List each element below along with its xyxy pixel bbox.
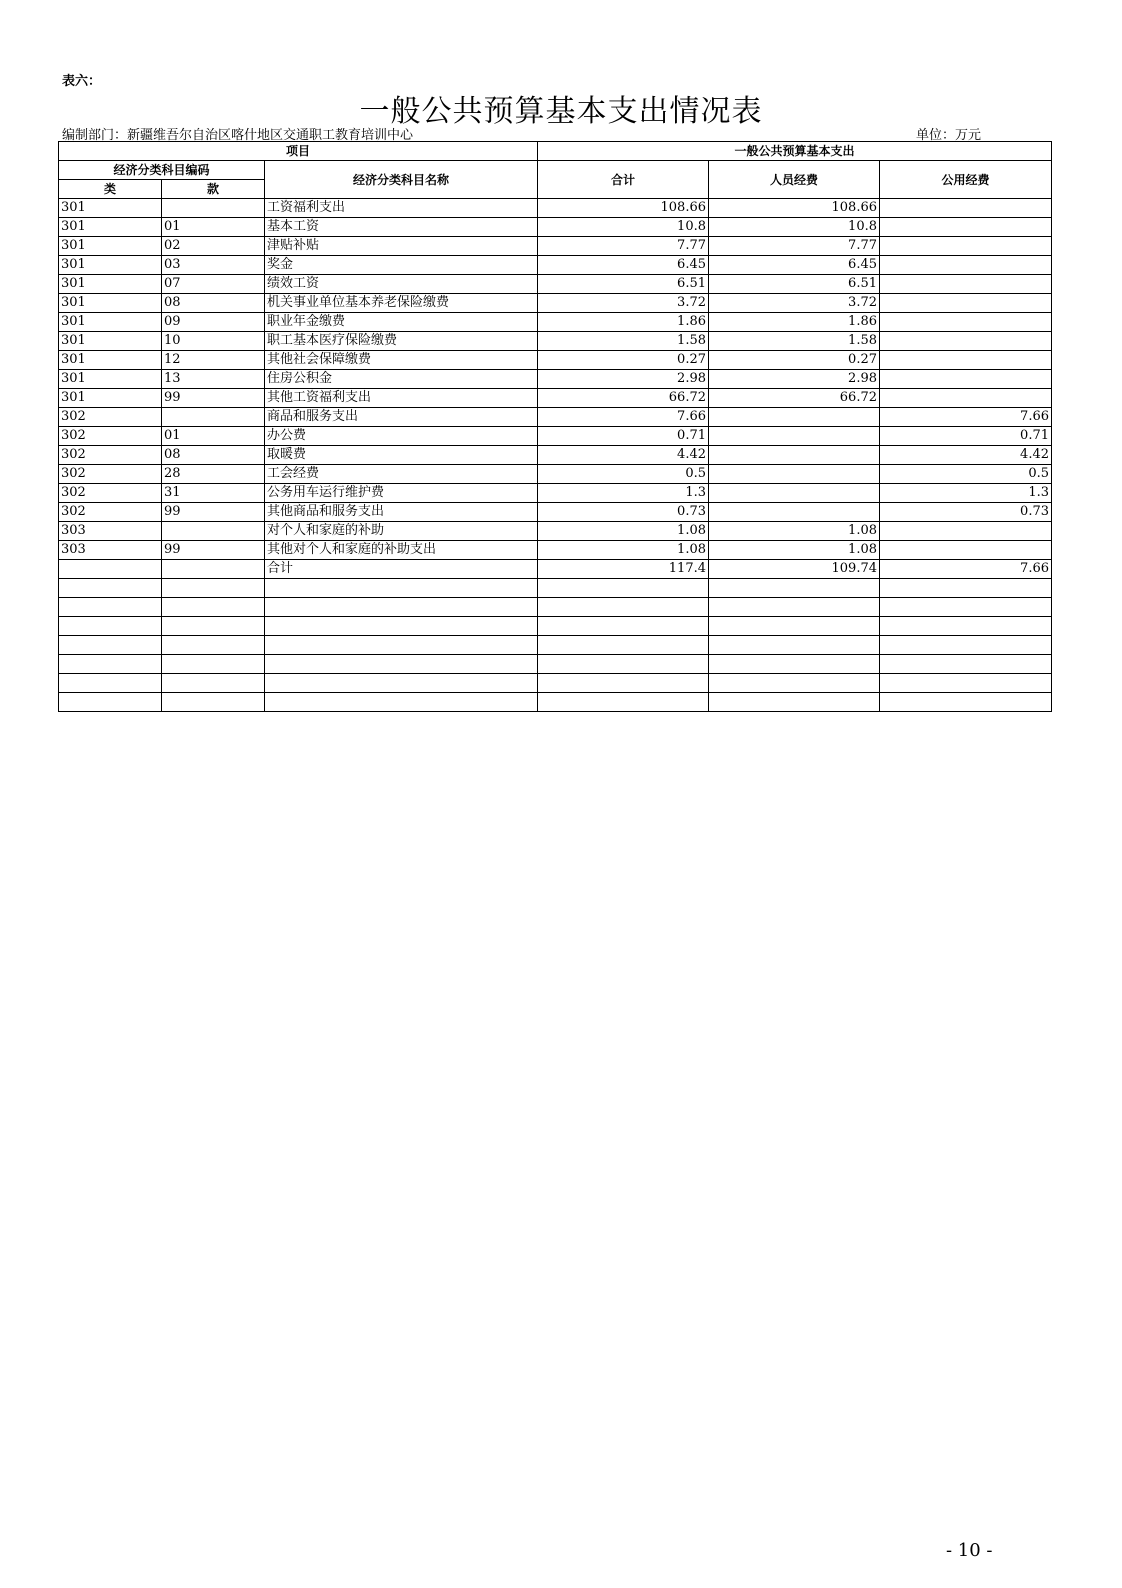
- cell-public: 0.71: [880, 427, 1052, 446]
- cell-item: 01: [162, 427, 265, 446]
- cell-total: 0.73: [538, 503, 709, 522]
- empty-cell: [880, 693, 1052, 712]
- cell-total: 1.08: [538, 522, 709, 541]
- cell-personnel: [709, 446, 880, 465]
- cell-item: 07: [162, 275, 265, 294]
- cell-total: 0.5: [538, 465, 709, 484]
- empty-cell: [709, 579, 880, 598]
- empty-cell: [265, 674, 538, 693]
- cell-public: 7.66: [880, 560, 1052, 579]
- table-row: [59, 332, 1052, 351]
- cell-total: 4.42: [538, 446, 709, 465]
- cell-public: [880, 199, 1052, 218]
- cell-personnel: 1.08: [709, 522, 880, 541]
- cell-public: [880, 275, 1052, 294]
- cell-total: 6.51: [538, 275, 709, 294]
- empty-cell: [162, 598, 265, 617]
- cell-public: [880, 218, 1052, 237]
- cell-item: 01: [162, 218, 265, 237]
- header-public: 公用经费: [880, 161, 1052, 199]
- header-total: 合计: [538, 161, 709, 199]
- table-row: [59, 427, 1052, 446]
- cell-class: 301: [59, 294, 162, 313]
- cell-class: 301: [59, 313, 162, 332]
- cell-personnel: 109.74: [709, 560, 880, 579]
- table-row: [59, 465, 1052, 484]
- table-row: [59, 389, 1052, 408]
- cell-item: [162, 408, 265, 427]
- cell-item: 99: [162, 389, 265, 408]
- cell-item: 09: [162, 313, 265, 332]
- empty-row: [59, 617, 1052, 636]
- cell-name: 职工基本医疗保险缴费: [265, 332, 538, 351]
- cell-class: 302: [59, 484, 162, 503]
- cell-total: 1.58: [538, 332, 709, 351]
- header-econ-name: 经济分类科目名称: [265, 161, 538, 199]
- cell-public: [880, 522, 1052, 541]
- cell-item: [162, 560, 265, 579]
- cell-class: 302: [59, 503, 162, 522]
- cell-class: 301: [59, 389, 162, 408]
- cell-name: 机关事业单位基本养老保险缴费: [265, 294, 538, 313]
- cell-public: 4.42: [880, 446, 1052, 465]
- cell-class: 301: [59, 218, 162, 237]
- empty-cell: [162, 579, 265, 598]
- empty-cell: [880, 598, 1052, 617]
- cell-public: [880, 313, 1052, 332]
- cell-class: [59, 560, 162, 579]
- cell-public: [880, 389, 1052, 408]
- table-row: [59, 275, 1052, 294]
- cell-item: 08: [162, 446, 265, 465]
- empty-cell: [880, 674, 1052, 693]
- cell-class: 302: [59, 408, 162, 427]
- table-row: [59, 484, 1052, 503]
- cell-name: 住房公积金: [265, 370, 538, 389]
- page-title: 一般公共预算基本支出情况表: [359, 94, 763, 129]
- empty-cell: [265, 655, 538, 674]
- table-row: [59, 446, 1052, 465]
- empty-cell: [162, 693, 265, 712]
- table-body: [59, 199, 1052, 712]
- empty-cell: [162, 636, 265, 655]
- cell-class: 301: [59, 332, 162, 351]
- cell-total: 1.86: [538, 313, 709, 332]
- cell-item: [162, 522, 265, 541]
- cell-total: 2.98: [538, 370, 709, 389]
- empty-cell: [709, 655, 880, 674]
- cell-name: 工会经费: [265, 465, 538, 484]
- cell-public: 7.66: [880, 408, 1052, 427]
- empty-cell: [538, 579, 709, 598]
- empty-cell: [538, 674, 709, 693]
- cell-total: 3.72: [538, 294, 709, 313]
- cell-class: 301: [59, 237, 162, 256]
- table-row: [59, 370, 1052, 389]
- cell-name: 办公费: [265, 427, 538, 446]
- cell-total: 117.4: [538, 560, 709, 579]
- empty-cell: [538, 693, 709, 712]
- cell-personnel: 2.98: [709, 370, 880, 389]
- cell-name: 绩效工资: [265, 275, 538, 294]
- table-row: [59, 351, 1052, 370]
- cell-item: 12: [162, 351, 265, 370]
- empty-row: [59, 655, 1052, 674]
- cell-name: 其他对个人和家庭的补助支出: [265, 541, 538, 560]
- cell-class: 302: [59, 446, 162, 465]
- cell-public: [880, 256, 1052, 275]
- empty-cell: [880, 617, 1052, 636]
- header-project: 项目: [59, 142, 538, 161]
- cell-item: 02: [162, 237, 265, 256]
- cell-total: 10.8: [538, 218, 709, 237]
- cell-personnel: 0.27: [709, 351, 880, 370]
- empty-row: [59, 693, 1052, 712]
- header-class: 类: [59, 180, 162, 199]
- cell-class: 303: [59, 541, 162, 560]
- cell-total: 7.77: [538, 237, 709, 256]
- empty-row: [59, 598, 1052, 617]
- empty-cell: [538, 636, 709, 655]
- cell-total: 7.66: [538, 408, 709, 427]
- empty-cell: [59, 598, 162, 617]
- page-number: - 10 -: [946, 1540, 993, 1561]
- cell-personnel: 66.72: [709, 389, 880, 408]
- empty-cell: [162, 617, 265, 636]
- cell-name: 津贴补贴: [265, 237, 538, 256]
- cell-public: [880, 370, 1052, 389]
- cell-personnel: 3.72: [709, 294, 880, 313]
- empty-cell: [59, 617, 162, 636]
- header-general-budget: 一般公共预算基本支出: [538, 142, 1052, 161]
- cell-name: 工资福利支出: [265, 199, 538, 218]
- header-item: 款: [162, 180, 265, 199]
- header-personnel: 人员经费: [709, 161, 880, 199]
- table-row: [59, 313, 1052, 332]
- empty-cell: [538, 598, 709, 617]
- cell-item: 99: [162, 541, 265, 560]
- empty-cell: [265, 617, 538, 636]
- cell-class: 301: [59, 199, 162, 218]
- cell-total: 108.66: [538, 199, 709, 218]
- cell-total: 0.71: [538, 427, 709, 446]
- cell-item: 28: [162, 465, 265, 484]
- empty-cell: [59, 674, 162, 693]
- empty-cell: [59, 579, 162, 598]
- table-row: [59, 503, 1052, 522]
- cell-personnel: 7.77: [709, 237, 880, 256]
- table-row: [59, 522, 1052, 541]
- table-row: [59, 541, 1052, 560]
- cell-total: 66.72: [538, 389, 709, 408]
- cell-item: 03: [162, 256, 265, 275]
- cell-total: 6.45: [538, 256, 709, 275]
- empty-cell: [59, 636, 162, 655]
- unit-label: 单位：万元: [916, 128, 982, 143]
- empty-cell: [880, 655, 1052, 674]
- cell-total: 0.27: [538, 351, 709, 370]
- cell-item: 10: [162, 332, 265, 351]
- cell-public: 0.73: [880, 503, 1052, 522]
- cell-total: 1.3: [538, 484, 709, 503]
- cell-class: 301: [59, 370, 162, 389]
- empty-cell: [265, 636, 538, 655]
- cell-personnel: [709, 427, 880, 446]
- cell-name: 商品和服务支出: [265, 408, 538, 427]
- cell-item: 08: [162, 294, 265, 313]
- cell-name: 其他商品和服务支出: [265, 503, 538, 522]
- budget-table: [58, 141, 1052, 712]
- cell-public: 0.5: [880, 465, 1052, 484]
- table-row: [59, 560, 1052, 579]
- empty-cell: [265, 598, 538, 617]
- cell-class: 302: [59, 465, 162, 484]
- empty-cell: [709, 617, 880, 636]
- cell-name: 基本工资: [265, 218, 538, 237]
- cell-personnel: 1.58: [709, 332, 880, 351]
- empty-row: [59, 674, 1052, 693]
- cell-name: 奖金: [265, 256, 538, 275]
- department-label: 编制部门：新疆维吾尔自治区喀什地区交通职工教育培训中心: [62, 128, 414, 143]
- empty-cell: [880, 636, 1052, 655]
- cell-name: 其他工资福利支出: [265, 389, 538, 408]
- empty-cell: [59, 693, 162, 712]
- cell-personnel: [709, 503, 880, 522]
- cell-name: 其他社会保障缴费: [265, 351, 538, 370]
- cell-item: [162, 199, 265, 218]
- cell-personnel: 10.8: [709, 218, 880, 237]
- table-row: [59, 294, 1052, 313]
- cell-name: 合计: [265, 560, 538, 579]
- empty-cell: [709, 693, 880, 712]
- empty-cell: [162, 674, 265, 693]
- cell-item: 99: [162, 503, 265, 522]
- table-label: 表六：: [62, 74, 102, 89]
- cell-name: 对个人和家庭的补助: [265, 522, 538, 541]
- cell-class: 301: [59, 351, 162, 370]
- cell-public: [880, 351, 1052, 370]
- cell-public: 1.3: [880, 484, 1052, 503]
- cell-personnel: 1.86: [709, 313, 880, 332]
- empty-cell: [709, 598, 880, 617]
- cell-class: 301: [59, 256, 162, 275]
- empty-cell: [709, 674, 880, 693]
- cell-personnel: [709, 484, 880, 503]
- cell-class: 301: [59, 275, 162, 294]
- empty-row: [59, 579, 1052, 598]
- cell-personnel: 6.51: [709, 275, 880, 294]
- cell-public: [880, 332, 1052, 351]
- cell-total: 1.08: [538, 541, 709, 560]
- cell-name: 职业年金缴费: [265, 313, 538, 332]
- empty-cell: [265, 693, 538, 712]
- empty-cell: [265, 579, 538, 598]
- cell-personnel: [709, 465, 880, 484]
- empty-cell: [59, 655, 162, 674]
- empty-row: [59, 636, 1052, 655]
- cell-item: 13: [162, 370, 265, 389]
- empty-cell: [538, 617, 709, 636]
- cell-personnel: 108.66: [709, 199, 880, 218]
- cell-public: [880, 237, 1052, 256]
- table-row: [59, 408, 1052, 427]
- empty-cell: [880, 579, 1052, 598]
- empty-cell: [162, 655, 265, 674]
- cell-public: [880, 294, 1052, 313]
- cell-name: 公务用车运行维护费: [265, 484, 538, 503]
- empty-cell: [709, 636, 880, 655]
- cell-class: 303: [59, 522, 162, 541]
- cell-class: 302: [59, 427, 162, 446]
- table-row: [59, 199, 1052, 218]
- cell-name: 取暖费: [265, 446, 538, 465]
- empty-cell: [538, 655, 709, 674]
- table-row: [59, 256, 1052, 275]
- table-row: [59, 218, 1052, 237]
- cell-public: [880, 541, 1052, 560]
- header-econ-code: 经济分类科目编码: [59, 161, 265, 180]
- cell-personnel: [709, 408, 880, 427]
- table-row: [59, 237, 1052, 256]
- cell-personnel: 6.45: [709, 256, 880, 275]
- cell-personnel: 1.08: [709, 541, 880, 560]
- cell-item: 31: [162, 484, 265, 503]
